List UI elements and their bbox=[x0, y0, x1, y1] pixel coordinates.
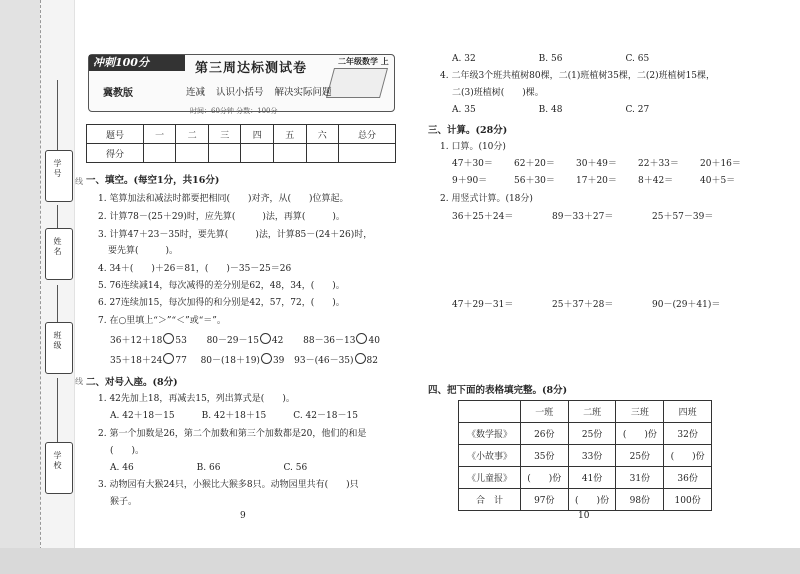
oral-item: 62＋20＝ bbox=[514, 159, 555, 169]
compare-expr: 80－(18＋19) bbox=[200, 356, 260, 366]
score-header-row bbox=[87, 125, 396, 144]
school-label: 学校 bbox=[53, 451, 62, 471]
question-2-2: 2. 第一个加数是26，第二个加数和第三个加数都是20，他们的和是 bbox=[98, 429, 367, 439]
compare-circle[interactable] bbox=[261, 353, 272, 364]
vertical-item: 25＋37＋28＝ bbox=[552, 300, 614, 310]
question-2-3-cont: 猴子。 bbox=[110, 497, 138, 507]
question-2-4-cont: 二(3)班植树( )棵。 bbox=[452, 88, 544, 98]
time-info: 时间：60分钟 分数：100分 bbox=[190, 107, 278, 115]
compare-circle[interactable] bbox=[260, 333, 271, 344]
table-row bbox=[459, 423, 712, 445]
question-2-4-options: A. 35 B. 48 C. 27 bbox=[452, 105, 650, 115]
oral-item: 17＋20＝ bbox=[576, 176, 617, 186]
table-row-label: 《小故事》 bbox=[459, 445, 521, 467]
table-row bbox=[459, 467, 712, 489]
compare-value: 82 bbox=[366, 356, 378, 366]
name-tag bbox=[45, 228, 73, 280]
brand-logo: 冲刺100分 bbox=[89, 55, 185, 71]
table-header-row bbox=[459, 401, 712, 423]
compare-value: 40 bbox=[368, 336, 380, 346]
table-cell: 32份 bbox=[664, 423, 712, 445]
grade-label: 二年级数学 上 bbox=[338, 56, 389, 66]
oral-item: 22＋33＝ bbox=[638, 159, 679, 169]
vertical-item: 90－(29＋41)＝ bbox=[652, 300, 721, 310]
topics-label: 连减 认识小括号 解决实际问题 bbox=[186, 87, 332, 98]
score-cell[interactable] bbox=[306, 144, 339, 163]
decoration-image bbox=[326, 68, 388, 98]
compare-expr: 35＋18＋24 bbox=[110, 356, 163, 366]
section-4-title: 四、把下面的表格填完整。(8分) bbox=[428, 385, 568, 396]
question-2-2-cont: ( )。 bbox=[110, 446, 145, 456]
cut-mark: 线 bbox=[75, 377, 83, 386]
table-row-label: 《儿童报》 bbox=[459, 467, 521, 489]
student-id-line bbox=[57, 80, 58, 150]
score-cell[interactable] bbox=[143, 144, 176, 163]
score-cell[interactable] bbox=[176, 144, 209, 163]
score-header-cell: 六 bbox=[306, 125, 339, 144]
class-label: 班级 bbox=[53, 331, 62, 351]
oral-item: 47＋30＝ bbox=[452, 159, 493, 169]
table-row bbox=[459, 445, 712, 467]
compare-circle[interactable] bbox=[356, 333, 367, 344]
score-row bbox=[87, 144, 396, 163]
table-cell: 41份 bbox=[568, 467, 616, 489]
section-2-title: 二、对号入座。(8分) bbox=[86, 377, 178, 388]
oral-row-2 bbox=[452, 173, 750, 186]
question-2-1: 1. 42先加上18，再减去15，列出算式是( )。 bbox=[98, 394, 295, 404]
edition-label: 冀教版 bbox=[103, 88, 133, 99]
school-tag bbox=[45, 442, 73, 494]
score-cell[interactable] bbox=[339, 144, 396, 163]
oral-row-1 bbox=[452, 156, 750, 169]
question-2-4: 4. 二年级3个班共植树80棵，二(1)班植树35棵，二(2)班植树15棵， bbox=[440, 71, 716, 81]
score-header-cell: 三 bbox=[208, 125, 241, 144]
compare-value: 39 bbox=[272, 356, 285, 366]
table-header-cell: 四班 bbox=[664, 401, 712, 423]
class-tag bbox=[45, 322, 73, 374]
table-cell-blank[interactable]: ( )份 bbox=[520, 467, 568, 489]
table-cell: 25份 bbox=[616, 445, 664, 467]
vertical-item: 36＋25＋24＝ bbox=[452, 212, 514, 222]
table-cell: 100份 bbox=[664, 489, 712, 511]
score-header-cell: 一 bbox=[143, 125, 176, 144]
score-table bbox=[86, 124, 396, 163]
oral-item: 20＋16＝ bbox=[700, 159, 741, 169]
table-header-cell: 一班 bbox=[520, 401, 568, 423]
table-cell: 31份 bbox=[616, 467, 664, 489]
question-1-6: 6. 27连续加15，每次加得的和分别是42，57，72，( )。 bbox=[98, 298, 345, 308]
section-3-title: 三、计算。(28分) bbox=[428, 125, 508, 136]
table-cell: 33份 bbox=[568, 445, 616, 467]
oral-item: 8＋42＝ bbox=[638, 176, 674, 186]
score-header-cell: 二 bbox=[176, 125, 209, 144]
oral-calc-title: 1. 口算。(10分) bbox=[440, 142, 506, 152]
table-cell: 98份 bbox=[616, 489, 664, 511]
oral-item: 30＋49＝ bbox=[576, 159, 617, 169]
question-1-1: 1. 笔算加法和减法时都要把相同( )对齐，从( )位算起。 bbox=[98, 194, 349, 204]
table-total-row bbox=[459, 489, 712, 511]
oral-item: 56＋30＝ bbox=[514, 176, 555, 186]
question-1-5: 5. 76连续减14，每次减得的差分别是62，48，34，( )。 bbox=[98, 281, 345, 291]
school-line bbox=[57, 378, 58, 448]
score-header-cell: 四 bbox=[241, 125, 274, 144]
vertical-row-1 bbox=[452, 209, 742, 222]
page-number-left: 9 bbox=[240, 511, 246, 521]
name-label: 姓名 bbox=[53, 237, 62, 257]
table-header-cell bbox=[459, 401, 521, 423]
question-2-3: 3. 动物园有大猴24只，小猴比大猴多8只。动物园里共有( )只 bbox=[98, 480, 359, 490]
compare-row-2 bbox=[110, 353, 378, 366]
score-header-cell: 总分 bbox=[339, 125, 396, 144]
vertical-calc-title: 2. 用竖式计算。(18分) bbox=[440, 194, 533, 204]
compare-row-1 bbox=[110, 333, 380, 346]
question-2-3-options: A. 32 B. 56 C. 65 bbox=[452, 54, 650, 64]
section-1-title: 一、填空。(每空1分，共16分) bbox=[86, 175, 220, 186]
table-cell-blank[interactable]: ( )份 bbox=[568, 489, 616, 511]
compare-expr: 80－29－15 bbox=[206, 336, 259, 346]
compare-value: 53 bbox=[175, 336, 187, 346]
compare-expr: 36＋12＋18 bbox=[110, 336, 163, 346]
test-title: 第三周达标测试卷 bbox=[195, 61, 308, 76]
table-header-cell: 三班 bbox=[616, 401, 664, 423]
student-id-tag bbox=[45, 150, 73, 202]
student-id-label: 学号 bbox=[53, 159, 62, 179]
table-cell-blank[interactable]: ( )份 bbox=[616, 423, 664, 445]
table-cell-blank[interactable]: ( )份 bbox=[664, 445, 712, 467]
table-cell: 35份 bbox=[520, 445, 568, 467]
vertical-row-2 bbox=[452, 297, 742, 310]
vertical-item: 89－33＋27＝ bbox=[552, 212, 614, 222]
compare-circle[interactable] bbox=[163, 353, 174, 364]
table-cell: 36份 bbox=[664, 467, 712, 489]
question-2-1-options: A. 42＋18－15 B. 42＋18＋15 C. 42－18－15 bbox=[110, 411, 358, 421]
footer-bar bbox=[0, 548, 800, 574]
question-1-3: 3. 计算47＋23－35时，要先算( )法，计算85－(24＋26)时， bbox=[98, 230, 373, 240]
oral-item: 40＋5＝ bbox=[700, 176, 736, 186]
table-cell: 26份 bbox=[520, 423, 568, 445]
table-row-label: 合 计 bbox=[459, 489, 521, 511]
score-cell[interactable] bbox=[274, 144, 307, 163]
question-1-3-cont: 要先算( )。 bbox=[108, 246, 179, 256]
compare-circle[interactable] bbox=[355, 353, 366, 364]
score-header-cell: 题号 bbox=[87, 125, 144, 144]
table-row-label: 《数学报》 bbox=[459, 423, 521, 445]
compare-value: 42 bbox=[271, 336, 284, 346]
oral-item: 9＋90＝ bbox=[452, 176, 488, 186]
vertical-item: 47＋29－31＝ bbox=[452, 300, 514, 310]
table-cell: 97份 bbox=[520, 489, 568, 511]
table-cell: 25份 bbox=[568, 423, 616, 445]
score-cell[interactable] bbox=[208, 144, 241, 163]
table-header-cell: 二班 bbox=[568, 401, 616, 423]
question-1-4: 4. 34＋( )＋26＝81，( )－35－25＝26 bbox=[98, 264, 292, 274]
question-2-2-options: A. 46 B. 66 C. 56 bbox=[110, 463, 308, 473]
compare-expr: 93－(46－35) bbox=[294, 356, 354, 366]
cut-mark: 线 bbox=[75, 177, 83, 186]
score-header-cell: 五 bbox=[274, 125, 307, 144]
newspaper-table bbox=[458, 400, 712, 511]
question-1-7: 7. 在○里填上“＞”“＜”或“＝”。 bbox=[98, 316, 226, 326]
vertical-item: 25＋57－39＝ bbox=[652, 212, 714, 222]
compare-expr: 88－36－13 bbox=[303, 336, 356, 346]
compare-value: 77 bbox=[175, 356, 187, 366]
page-number-right: 10 bbox=[578, 511, 590, 521]
score-row-label: 得分 bbox=[87, 144, 144, 163]
compare-circle[interactable] bbox=[163, 333, 174, 344]
question-1-2: 2. 计算78－(25＋29)时，应先算( )法，再算( )。 bbox=[98, 212, 345, 222]
score-cell[interactable] bbox=[241, 144, 274, 163]
